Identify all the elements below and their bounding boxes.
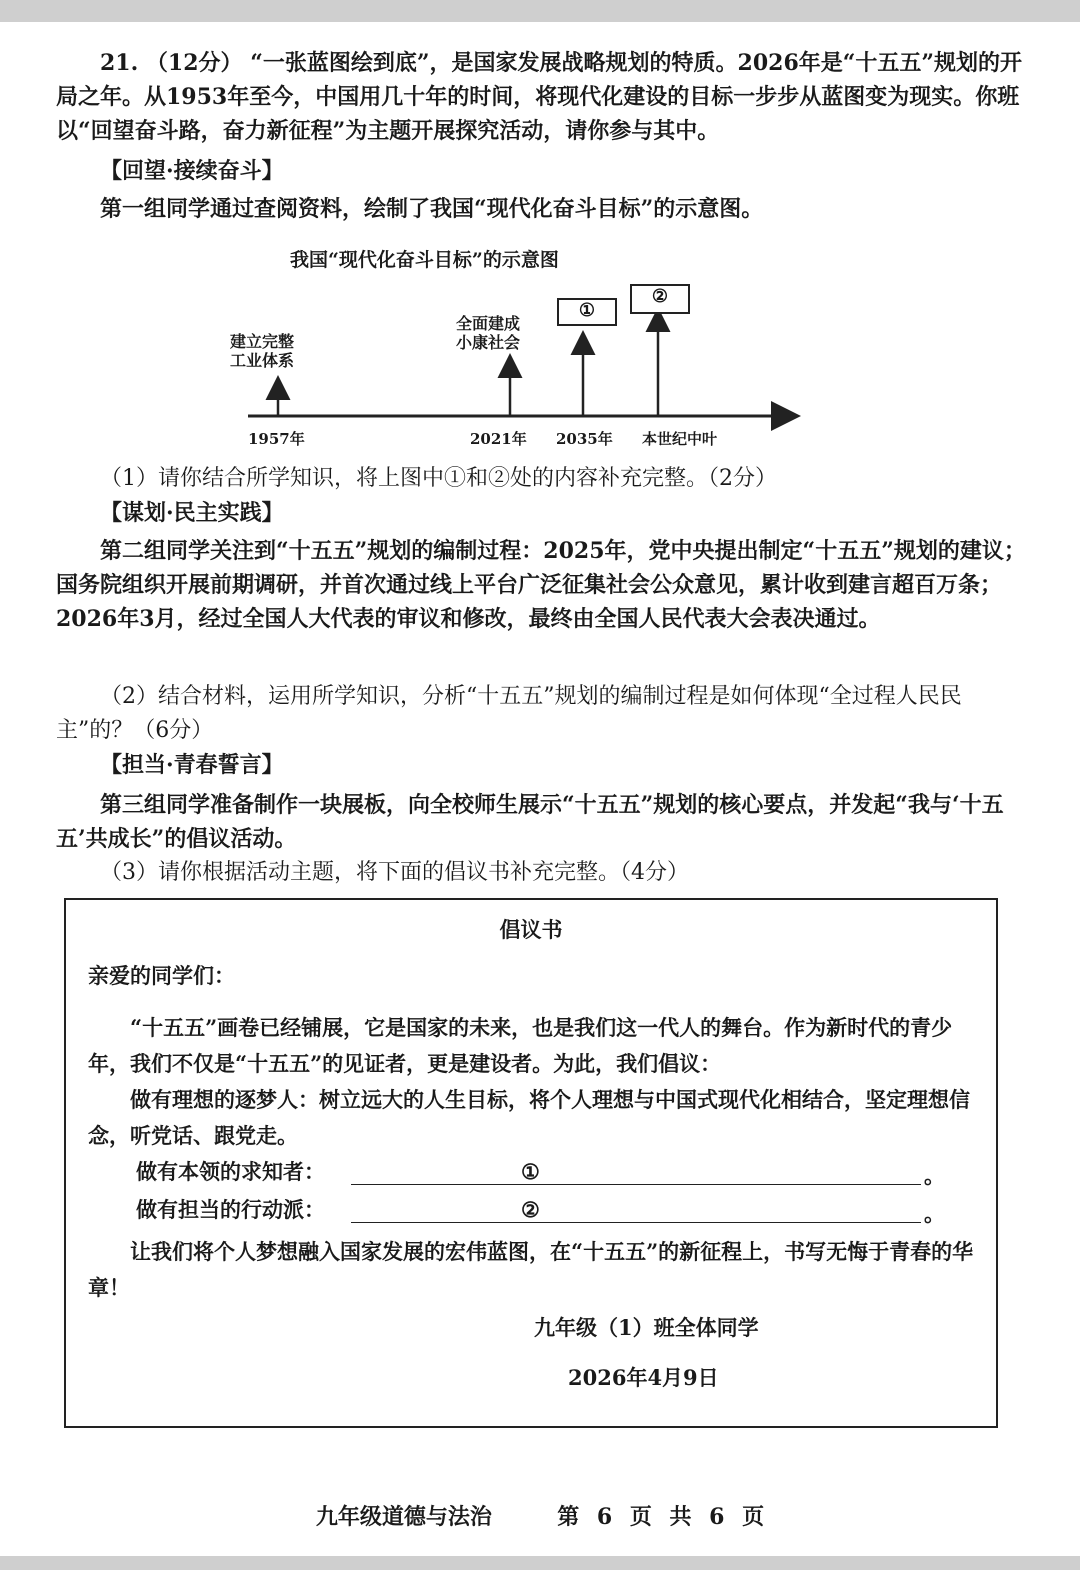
event-2021-line2: 小康社会 [456,333,521,352]
section3-text: 第三组同学准备制作一块展板，向全校师生展示“十五五”规划的核心要点，并发起“我与‘十五五’共成长”的倡议活动。 [56,792,1004,852]
blank-1-marker: ① [521,1159,540,1184]
proposal-body: “十五五”画卷已经铺展，它是国家的未来，也是我们这一代人的舞台。作为新时代的青少年，我们不仅是“十五五”的见证者，更是建设者。为此，我们倡议： [88,1015,953,1076]
blank-1-period: 。 [924,1163,945,1188]
proposal-closing: 让我们将个人梦想融入国家发展的宏伟蓝图，在“十五五”的新征程上，书写无悔于青春的华章！ [88,1239,974,1300]
event-2021-line1: 全面建成 [456,314,521,333]
section3-heading: 【担当·青春誓言】 [100,752,284,778]
timeline-axis [230,240,830,460]
page-footer [0,1500,1080,1531]
top-scan-border [0,0,1080,22]
proposal-item-2-label: 做有本领的求知者： [136,1159,325,1184]
blank-box-2[interactable]: ② [630,284,690,314]
proposal-item-1: 做有理想的逐梦人：树立远大的人生目标，将个人理想与中国式现代化相结合，坚定理想信念，听党话、跟党走。 [88,1087,970,1148]
proposal-item-3-label: 做有担当的行动派： [136,1197,325,1222]
answer-blank-2[interactable] [351,1194,921,1223]
event-1957-label [230,332,294,370]
event-1957-line1: 建立完整 [230,332,295,351]
event-1957-line2: 工业体系 [230,351,295,370]
proposal-signer: 九年级（1）班全体同学 [534,1315,759,1340]
year-1957: 1957年 [248,430,305,448]
footer-subject: 九年级道德与法治 [315,1504,492,1530]
year-midcentury: 本世纪中叶 [642,430,718,448]
section2-heading: 【谋划·民主实践】 [100,500,284,526]
blank-2-marker: ② [521,1197,540,1222]
timeline-title: 我国“现代化奋斗目标”的示意图 [290,249,559,271]
proposal-title: 倡议书 [499,917,563,942]
proposal-letter-box [64,898,998,1428]
section1-text: 第一组同学通过查阅资料，绘制了我国“现代化奋斗目标”的示意图。 [100,196,764,222]
bottom-scan-border [0,1556,1080,1570]
proposal-greeting: 亲爱的同学们： [88,963,235,988]
event-2021-label [456,314,520,352]
year-2035: 2035年 [556,430,613,448]
section1-heading: 【回望·接续奋斗】 [100,158,284,184]
question-2: （2）结合材料，运用所学知识，分析“十五五”规划的编制过程是如何体现“全过程人民民主”的？（6分） [56,684,962,743]
blank-2-period: 。 [924,1201,945,1226]
proposal-date: 2026年4月9日 [568,1365,719,1390]
question-intro: 21. （12分） “一张蓝图绘到底”，是国家发展战略规划的特质。2026年是“十五五”规划的开局之年。从1953年至今，中国用几十年的时间，将现代化建设的目标一步步从蓝图变为现实。你班以“回望奋斗路，奋力新征程”为主题开展探究活动，请你参与其中。 [56,50,1023,144]
section2-text: 第二组同学关注到“十五五”规划的编制过程：2025年，党中央提出制定“十五五”规划的建议；国务院组织开展前期调研，并首次通过线上平台广泛征集社会公众意见，累计收到建言超百万条；2026年3月，经过全国人大代表的审议和修改，最终由全国人民代表大会表决通过。 [56,538,1026,632]
year-2021: 2021年 [470,430,527,448]
answer-blank-1[interactable] [351,1156,921,1185]
question-3: （3）请你根据活动主题，将下面的倡议书补充完整。（4分） [100,860,689,885]
blank-box-1[interactable]: ① [557,298,617,326]
timeline-diagram [230,240,830,460]
footer-page-number: 第 6 页 共 6 页 [557,1504,765,1530]
question-1: （1）请你结合所学知识，将上图中①和②处的内容补充完整。（2分） [100,466,777,491]
